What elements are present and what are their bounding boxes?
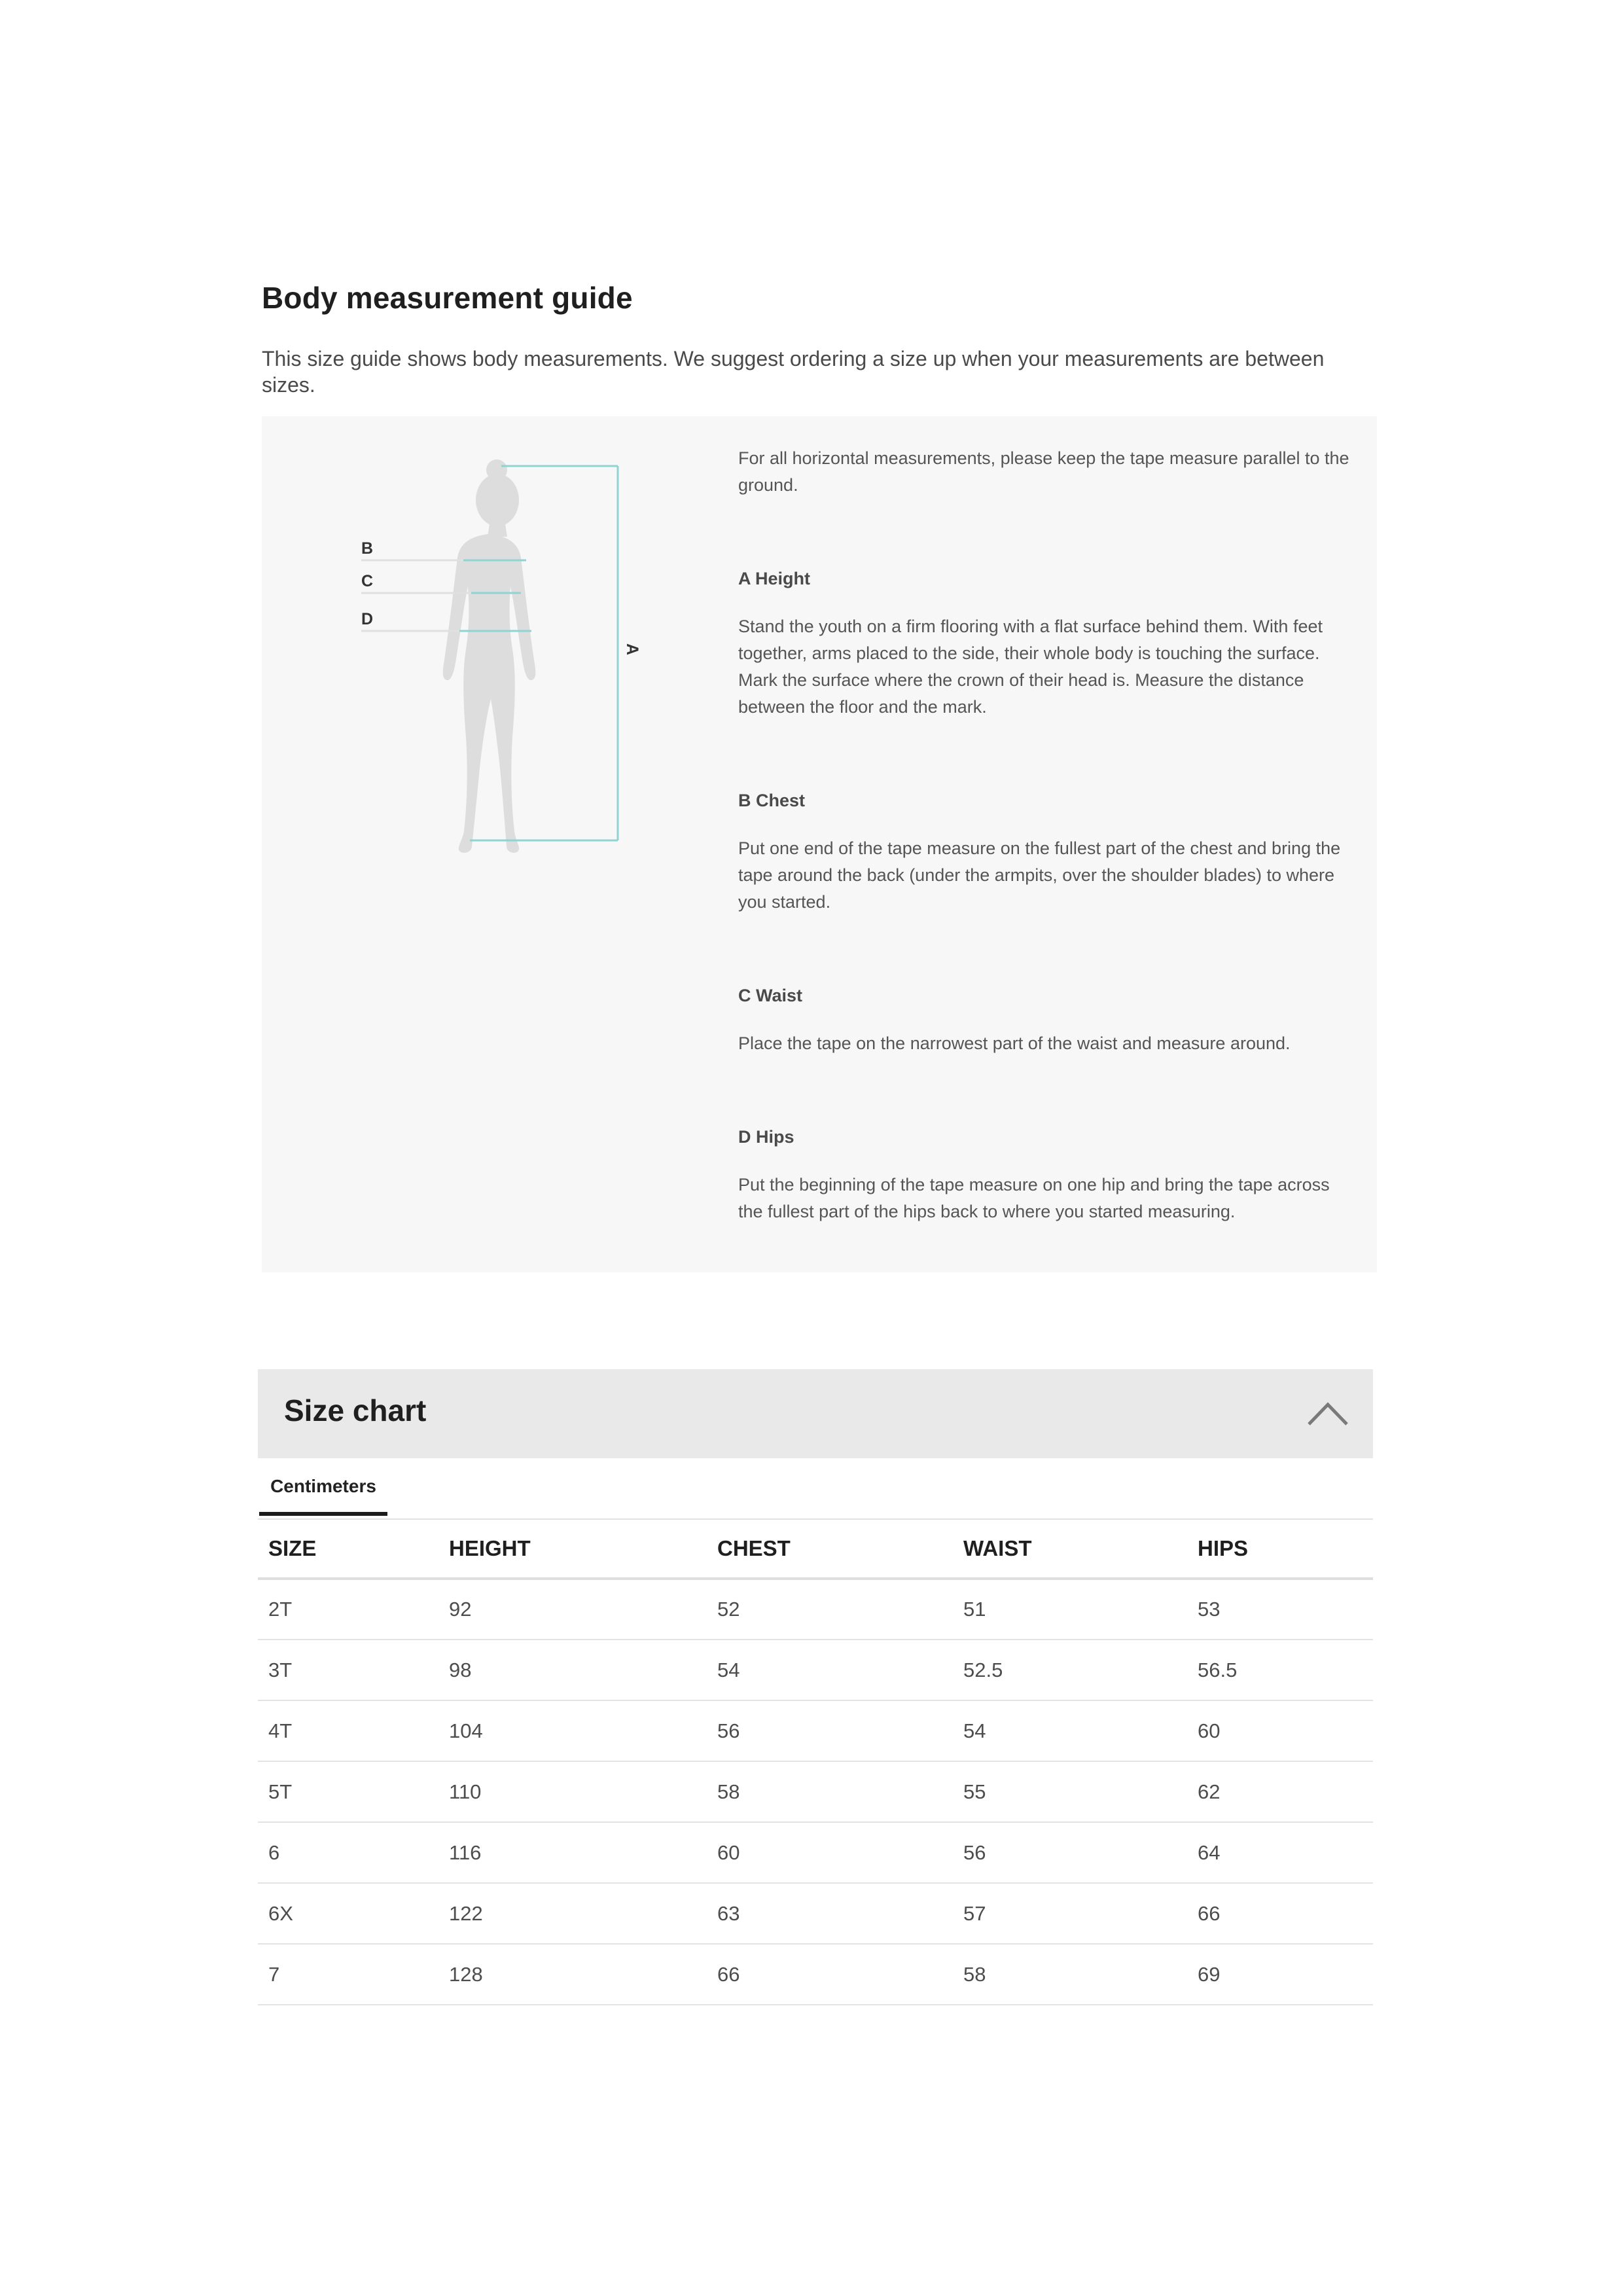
cell-size: 6 [258,1822,438,1883]
cell-hips: 60 [1187,1700,1373,1761]
waist-heading: C Waist [738,986,803,1005]
chest-instruction: Put one end of the tape measure on the fullest part of the chest and bring the tape around the back (under the armpits, over the shoulder blades) to where you started. [738,838,1341,912]
unit-tabs [258,1458,1373,1520]
column-header-waist: WAIST [953,1520,1187,1579]
column-header-height: HEIGHT [438,1520,707,1579]
cell-waist: 54 [953,1700,1187,1761]
chevron-up-icon[interactable] [1306,1397,1349,1429]
label-c: C [361,572,374,590]
measurement-instructions [738,445,1353,1225]
chest-heading: B Chest [738,791,806,810]
size-table [258,1520,1373,2005]
hips-instruction: Put the beginning of the tape measure on one hip and bring the tape across the fullest part of the hips back to where you started measuring. [738,1175,1330,1221]
cell-height: 104 [438,1700,707,1761]
cell-height: 116 [438,1822,707,1883]
cell-hips: 66 [1187,1883,1373,1944]
cell-hips: 62 [1187,1761,1373,1822]
cell-hips: 69 [1187,1944,1373,2005]
cell-hips: 56.5 [1187,1640,1373,1700]
cell-size: 3T [258,1640,438,1700]
size-chart-title: Size chart [284,1393,427,1427]
table-header-row [258,1520,1373,1579]
cell-chest: 54 [707,1640,953,1700]
column-header-hips: HIPS [1187,1520,1373,1579]
hips-heading: D Hips [738,1127,794,1147]
table-row [258,1640,1373,1700]
table-row [258,1944,1373,2005]
guide-title: Body measurement guide [262,281,633,315]
cell-chest: 60 [707,1822,953,1883]
cell-size: 5T [258,1761,438,1822]
label-a: A [623,643,641,656]
cell-hips: 53 [1187,1579,1373,1640]
cell-chest: 66 [707,1944,953,2005]
cell-height: 110 [438,1761,707,1822]
cell-chest: 63 [707,1883,953,1944]
cell-chest: 58 [707,1761,953,1822]
table-row [258,1883,1373,1944]
height-instruction: Stand the youth on a firm flooring with a flat surface behind them. With feet together, arms placed to the side, their whole body is touching the surface. Mark the surface where the crown of their head is. Measure the distance between the floor and the mark. [738,617,1323,717]
label-d: D [361,610,374,628]
column-header-chest: CHEST [707,1520,953,1579]
cell-hips: 64 [1187,1822,1373,1883]
body-figure [353,456,668,874]
measurement-guide-panel [262,416,1377,1272]
cell-waist: 51 [953,1579,1187,1640]
size-chart-header[interactable] [258,1369,1373,1458]
cell-chest: 52 [707,1579,953,1640]
table-row [258,1579,1373,1640]
cell-height: 128 [438,1944,707,2005]
cell-size: 7 [258,1944,438,2005]
general-instruction: For all horizontal measurements, please keep the tape measure parallel to the ground. [738,448,1349,495]
cell-waist: 58 [953,1944,1187,2005]
table-row [258,1822,1373,1883]
label-b: B [361,539,374,558]
cell-height: 92 [438,1579,707,1640]
waist-instruction: Place the tape on the narrowest part of the waist and measure around. [738,1033,1291,1053]
cell-waist: 55 [953,1761,1187,1822]
cell-size: 4T [258,1700,438,1761]
cell-size: 2T [258,1579,438,1640]
table-row [258,1700,1373,1761]
cell-chest: 56 [707,1700,953,1761]
child-silhouette-icon [353,456,668,874]
cell-height: 98 [438,1640,707,1700]
guide-intro: This size guide shows body measurements. We suggest ordering a size up when your measurements are between sizes. [262,347,1325,397]
tab-centimeters[interactable]: Centimeters [259,1458,387,1516]
column-header-size: SIZE [258,1520,438,1579]
cell-waist: 57 [953,1883,1187,1944]
cell-size: 6X [258,1883,438,1944]
cell-waist: 52.5 [953,1640,1187,1700]
cell-height: 122 [438,1883,707,1944]
cell-waist: 56 [953,1822,1187,1883]
table-row [258,1761,1373,1822]
height-heading: A Height [738,569,810,588]
